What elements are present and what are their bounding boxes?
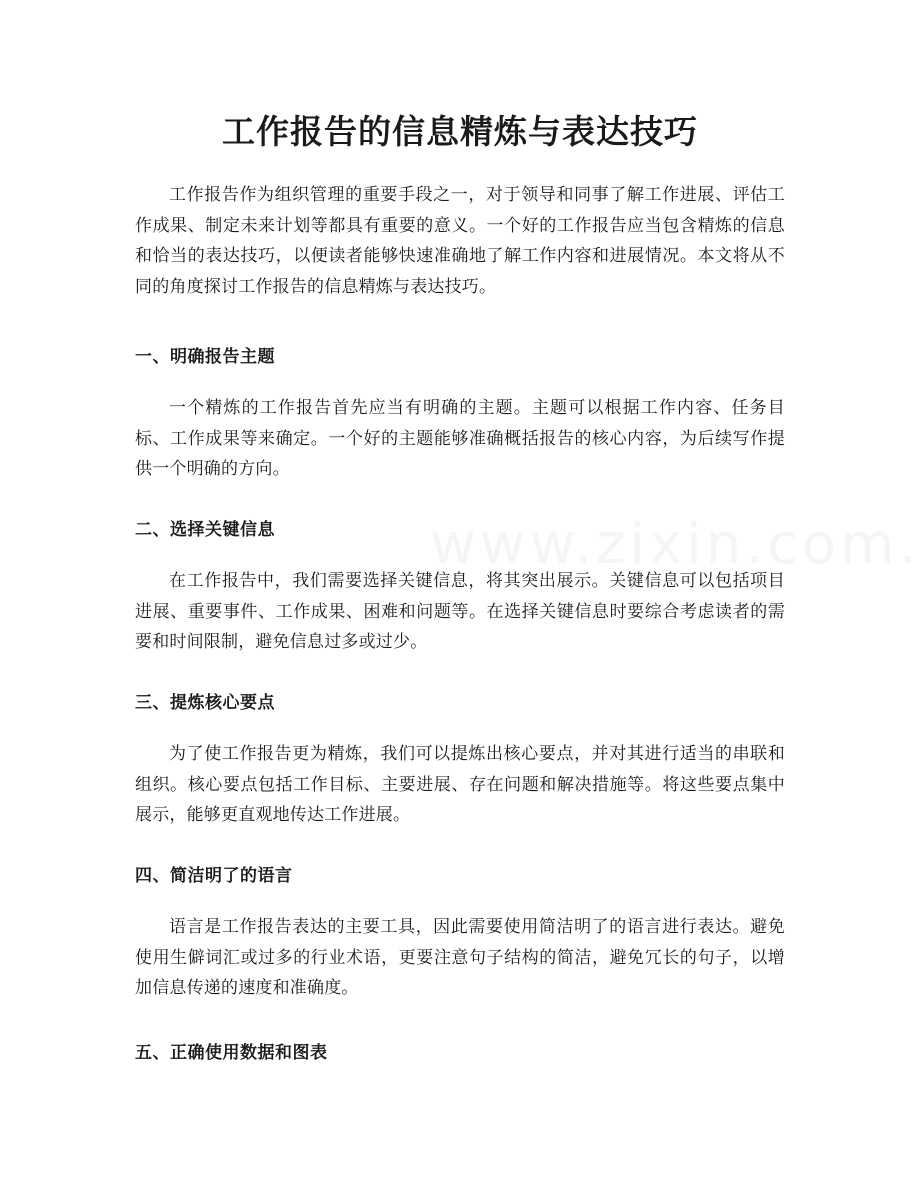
section-heading-1: 一、明确报告主题: [135, 347, 275, 367]
document-title: 工作报告的信息精炼与表达技巧: [222, 112, 698, 151]
section-paragraph-4: 语言是工作报告表达的主要工具，因此需要使用简洁明了的语言进行表达。避免使用生僻词汇或过多的行业术语，更要注意句子结构的简洁，避免冗长的句子，以增加信息传递的速度和准确度。: [135, 917, 785, 998]
section-paragraph-3: 为了使工作报告更为精炼，我们可以提炼出核心要点，并对其进行适当的串联和组织。核心要点包括工作目标、主要进展、存在问题和解决措施等。将这些要点集中展示，能够更直观地传达工作进展。: [135, 744, 785, 825]
intro-paragraph: 工作报告作为组织管理的重要手段之一，对于领导和同事了解工作进展、评估工作成果、制定未来计划等都具有重要的意义。一个好的工作报告应当包含精炼的信息和恰当的表达技巧，以便读者能够快速准确地了解工作内容和进展情况。本文将从不同的角度探讨工作报告的信息精炼与表达技巧。: [135, 185, 785, 297]
section-heading-3: 三、提炼核心要点: [135, 693, 275, 713]
section-heading-5: 五、正确使用数据和图表: [135, 1043, 328, 1063]
section-paragraph-2: 在工作报告中，我们需要选择关键信息，将其突出展示。关键信息可以包括项目进展、重要事件、工作成果、困难和问题等。在选择关键信息时要综合考虑读者的需要和时间限制，避免信息过多或过少。: [135, 571, 785, 652]
section-paragraph-1: 一个精炼的工作报告首先应当有明确的主题。主题可以根据工作内容、任务目标、工作成果等来确定。一个好的主题能够准确概括报告的核心内容，为后续写作提供一个明确的方向。: [135, 398, 785, 479]
section-heading-2: 二、选择关键信息: [135, 520, 275, 540]
section-heading-4: 四、简洁明了的语言: [135, 866, 293, 886]
